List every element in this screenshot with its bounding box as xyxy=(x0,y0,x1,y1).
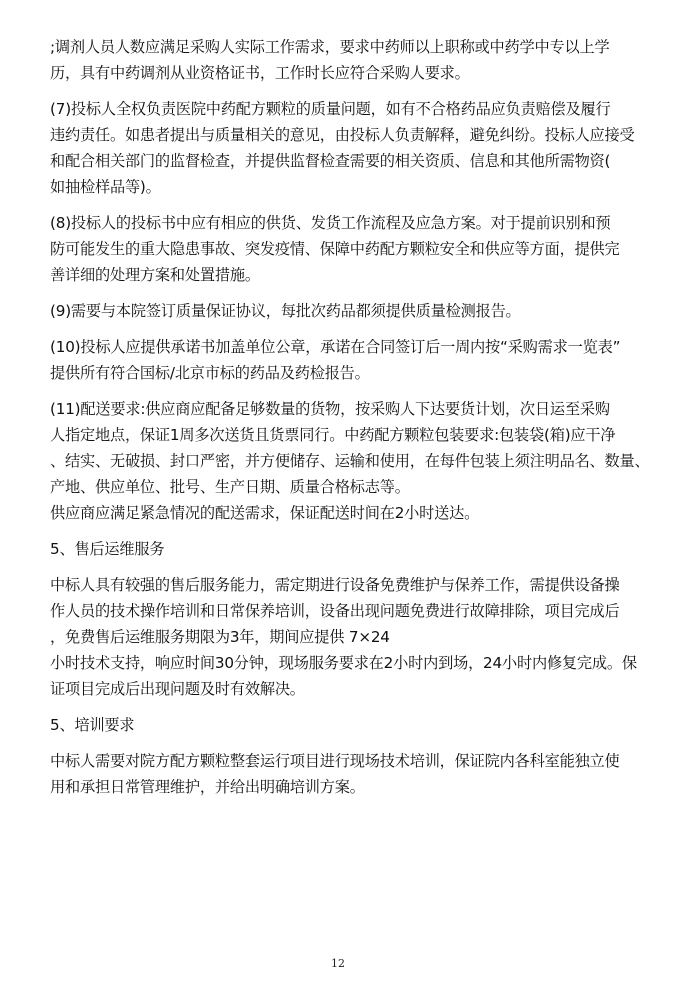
text-line: 人指定地点，保证1周多次送货且货票同行。中药配方颗粒包装要求:包装袋(箱)应干净 xyxy=(50,426,616,444)
text-line: 违约责任。如患者提出与质量相关的意见，由投标人负责解释，避免纠纷。投标人应接受 xyxy=(50,126,635,144)
section-heading: 5、培训要求 xyxy=(50,716,135,734)
text-line: 用和承担日常管理维护，并给出明确培训方案。 xyxy=(50,778,365,796)
text-line: 中标人具有较强的售后服务能力，需定期进行设备免费维护与保养工作，需提供设备操 xyxy=(50,576,620,594)
para-item-8 xyxy=(50,210,630,288)
para-item-7 xyxy=(50,96,635,200)
text-line: 小时技术支持，响应时间30分钟，现场服务要求在2小时内到场，24小时内修复完成。保 xyxy=(50,654,637,672)
text-line: ;调剂人员人数应满足采购人实际工作需求，要求中药师以上职称或中药学中专以上学 xyxy=(50,38,610,56)
heading-training xyxy=(50,712,630,738)
text-line: 和配合相关部门的监督检查，并提供监督检查需要的相关资质、信息和其他所需物资( xyxy=(50,152,611,170)
para-staffing-continued xyxy=(50,34,630,86)
text-line: (10)投标人应提供承诺书加盖单位公章，承诺在合同签订后一周内按“采购需求一览表” xyxy=(50,338,621,356)
text-line: 中标人需要对院方配方颗粒整套运行项目进行现场技术培训，保证院内各科室能独立使 xyxy=(50,752,620,770)
para-item-10 xyxy=(50,334,630,386)
text-line: (9)需要与本院签订质量保证协议，每批次药品都须提供质量检测报告。 xyxy=(50,302,521,320)
text-line: 证项目完成后出现问题及时有效解决。 xyxy=(50,680,305,698)
page-number: 12 xyxy=(331,957,345,970)
text-line: (8)投标人的投标书中应有相应的供货、发货工作流程及应急方案。对于提前识别和预 xyxy=(50,214,611,232)
text-line: ，免费售后运维服务期限为3年，期间应提供 7×24 xyxy=(50,628,390,646)
text-line: 历，具有中药调剂从业资格证书，工作时长应符合采购人要求。 xyxy=(50,64,470,82)
text-line: 产地、供应单位、批号、生产日期、质量合格标志等。 xyxy=(50,478,410,496)
text-line: 如抽检样品等)。 xyxy=(50,178,161,196)
text-line: (7)投标人全权负责医院中药配方颗粒的质量问题，如有不合格药品应负责赔偿及履行 xyxy=(50,100,611,118)
text-line: (11)配送要求:供应商应配备足够数量的货物，按采购人下达要货计划，次日运至采购 xyxy=(50,400,610,418)
document-page xyxy=(50,34,650,800)
text-line: 、结实、无破损、封口严密，并方便储存、运输和使用，在每件包装上须注明品名、数量、 xyxy=(50,452,650,470)
heading-after-sales xyxy=(50,536,630,562)
text-line: 供应商应满足紧急情况的配送需求，保证配送时间在2小时送达。 xyxy=(50,504,480,522)
text-line: 提供所有符合国标/北京市标的药品及药检报告。 xyxy=(50,364,370,382)
para-after-sales xyxy=(50,572,637,702)
para-item-11 xyxy=(50,396,650,526)
para-training xyxy=(50,748,630,800)
text-line: 善详细的处理方案和处置措施。 xyxy=(50,266,260,284)
text-line: 作人员的技术操作培训和日常保养培训，设备出现问题免费进行故障排除，项目完成后 xyxy=(50,602,620,620)
text-line: 防可能发生的重大隐患事故、突发疫情、保障中药配方颗粒安全和供应等方面，提供完 xyxy=(50,240,620,258)
section-heading: 5、售后运维服务 xyxy=(50,540,165,558)
para-item-9 xyxy=(50,298,630,324)
